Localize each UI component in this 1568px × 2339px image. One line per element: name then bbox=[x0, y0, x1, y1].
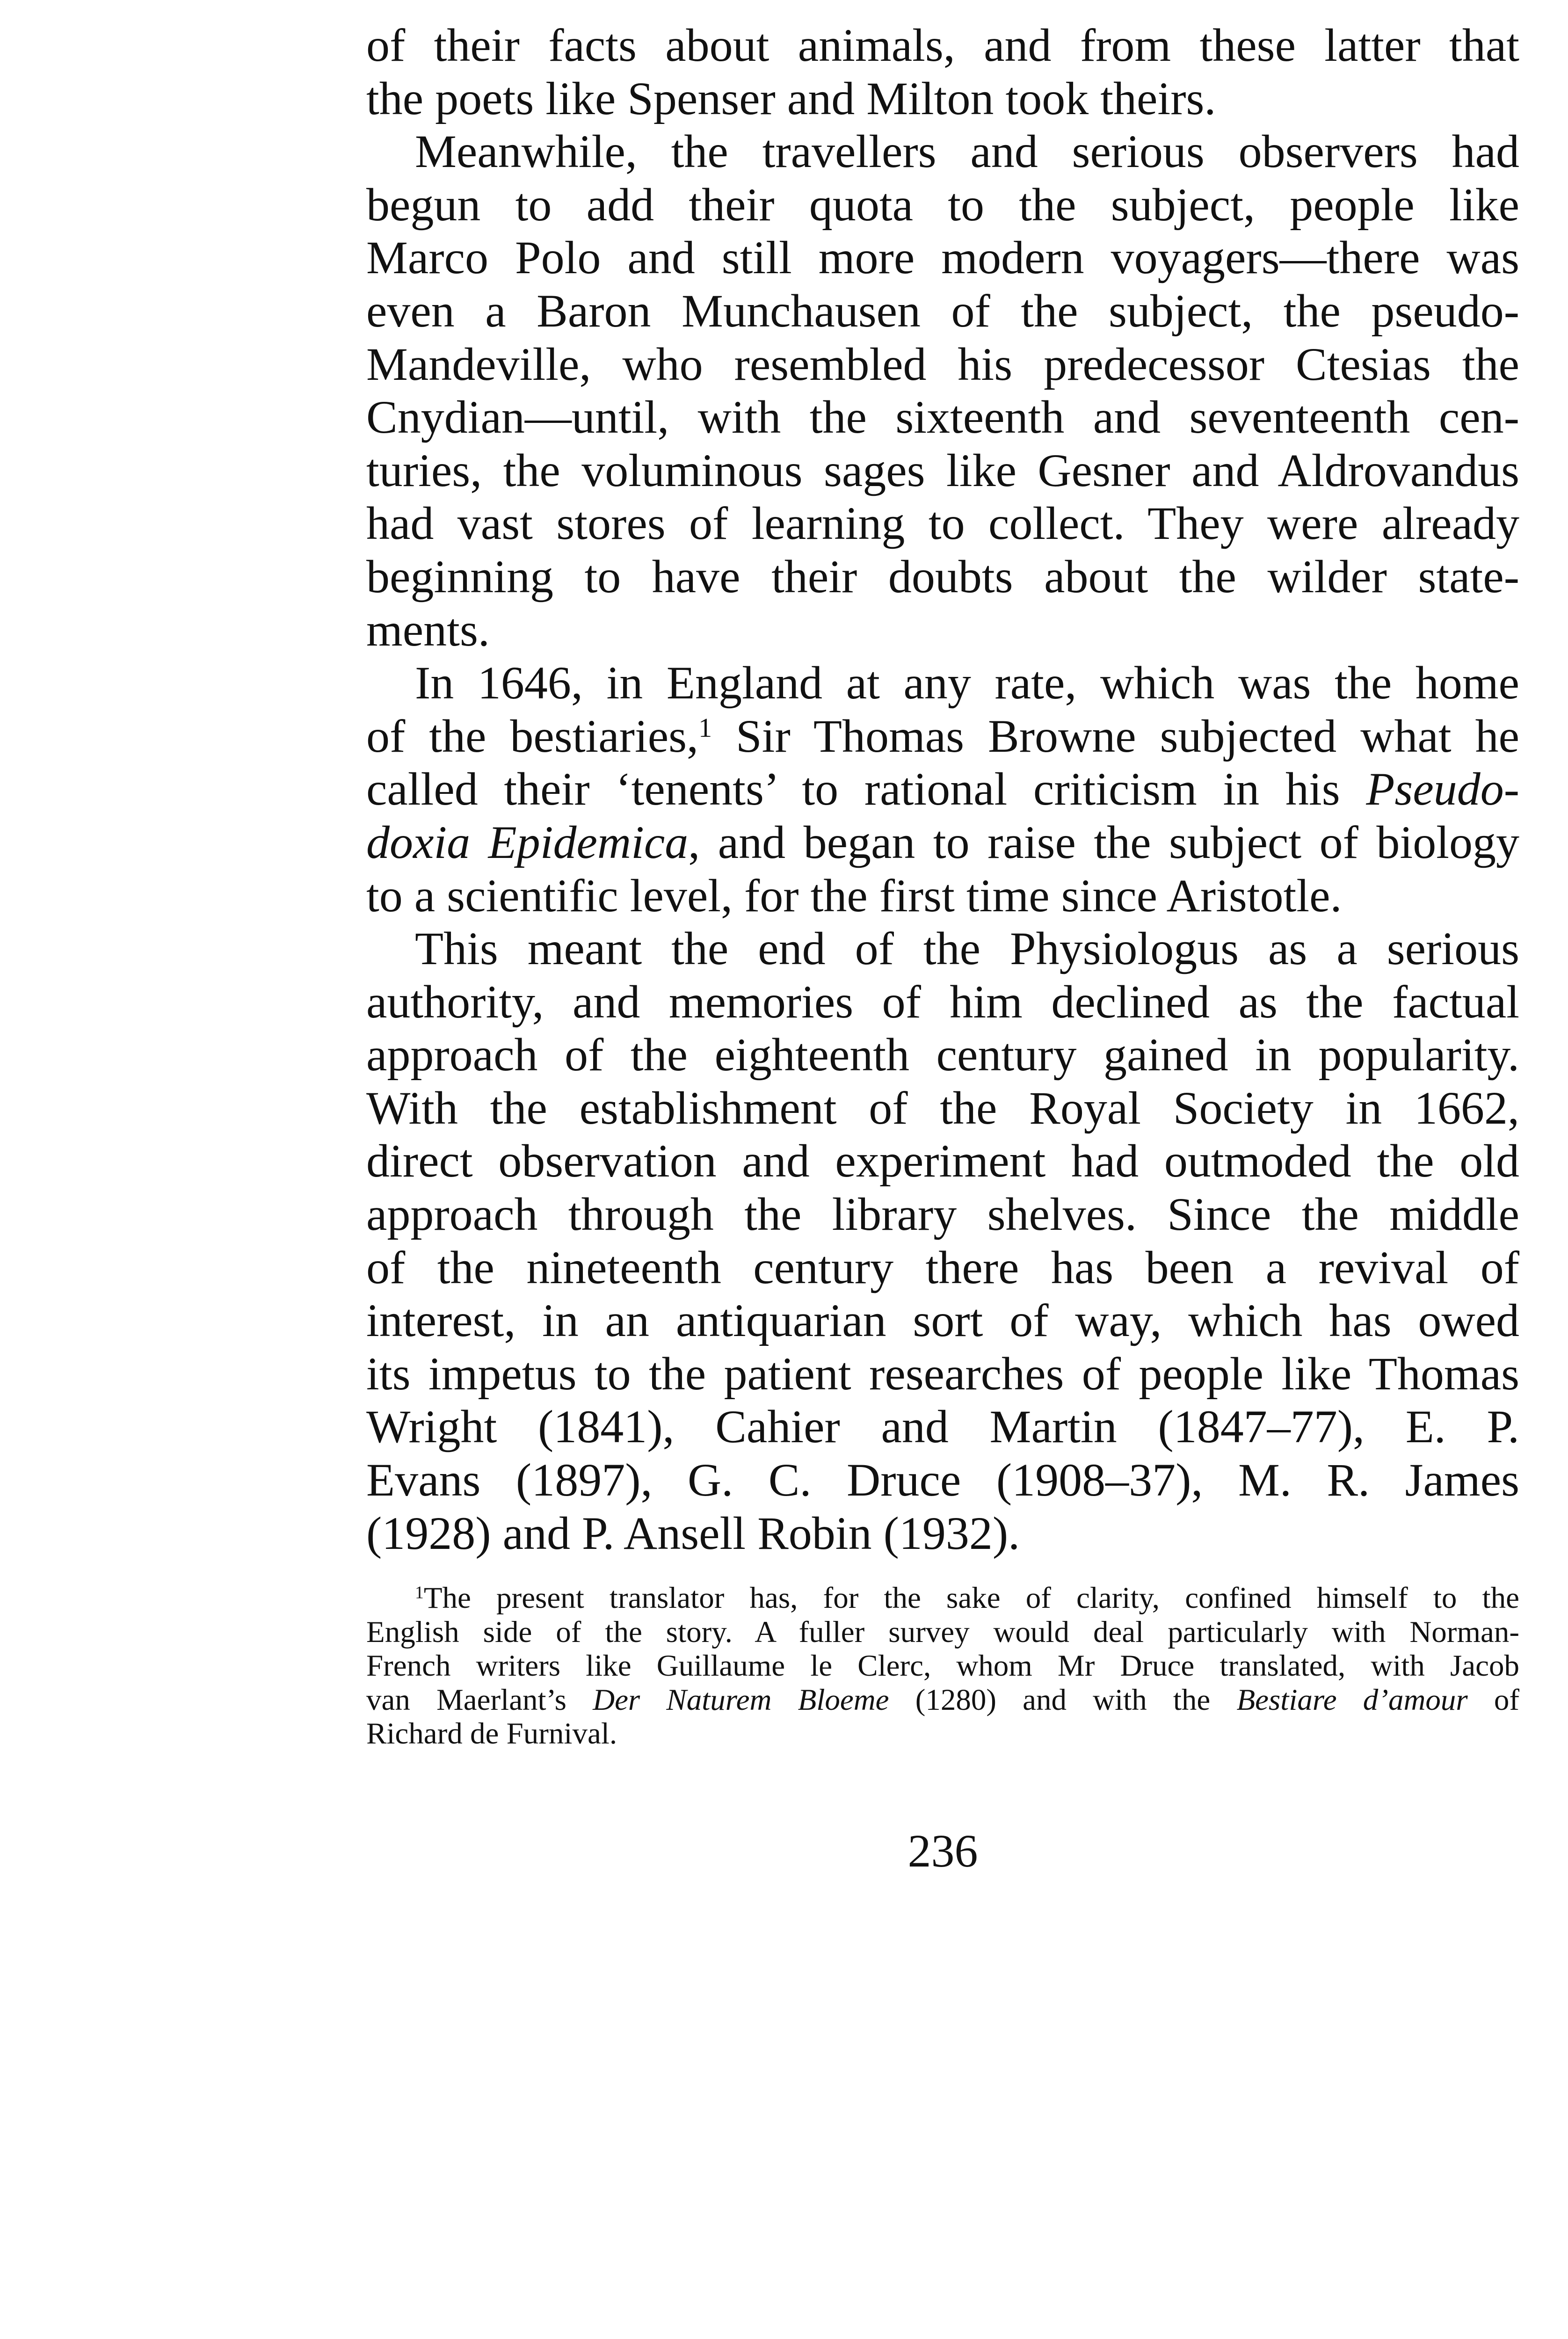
text-line: had vast stores of learning to collect. They were already bbox=[366, 497, 1519, 550]
paragraph-4 bbox=[366, 922, 1519, 1560]
text-line: even a Baron Munchausen of the subject, the pseudo- bbox=[366, 284, 1519, 337]
text-line: of the nineteenth century there has been a revival of bbox=[366, 1241, 1519, 1293]
text-line: the poets like Spenser and Milton took theirs. bbox=[366, 72, 1216, 124]
text-line: ments. bbox=[366, 603, 490, 656]
italic-title: Der Naturem Bloeme bbox=[593, 1683, 889, 1717]
footnote-marker: 1 bbox=[415, 1583, 424, 1603]
paragraph-3 bbox=[366, 656, 1519, 922]
footnote-line bbox=[366, 1683, 1519, 1717]
text-line: In 1646, in England at any rate, which was the home bbox=[415, 657, 1519, 709]
text-line: turies, the voluminous sages like Gesner and Aldrovandus bbox=[366, 444, 1519, 496]
text-line: direct observation and experiment had outmoded the old bbox=[366, 1135, 1519, 1187]
text-line: With the establishment of the Royal Society in 1662, bbox=[366, 1082, 1519, 1134]
text-line bbox=[366, 763, 1519, 816]
text-line: authority, and memories of him declined as the factual bbox=[366, 975, 1519, 1028]
footnote-text: (1280) and with the bbox=[889, 1683, 1237, 1717]
text-line: to a scientific level, for the first time since Aristotle. bbox=[366, 869, 1342, 922]
text-line: beginning to have their doubts about the wilder state- bbox=[366, 550, 1519, 603]
page-number: 236 bbox=[907, 1825, 978, 1877]
footnote-line: Richard de Furnival. bbox=[366, 1717, 617, 1751]
footnote-text: The present translator has, for the sake of clarity, confined himself to the bbox=[423, 1581, 1519, 1615]
text-segment: of the bestiaries, bbox=[366, 710, 699, 762]
text-line: begun to add their quota to the subject, people like bbox=[366, 178, 1519, 231]
text-segment: Sir Thomas Browne subjected what he bbox=[712, 710, 1519, 762]
italic-title: Pseudo- bbox=[1366, 763, 1519, 815]
footnote-line bbox=[366, 1581, 1519, 1615]
text-line bbox=[366, 816, 1519, 869]
footnote-text: van Maerlant’s bbox=[366, 1683, 593, 1717]
text-line: Mandeville, who resembled his predecessor Ctesias the bbox=[366, 338, 1519, 390]
text-line: This meant the end of the Physiologus as a serious bbox=[415, 923, 1519, 975]
main-text bbox=[366, 19, 1519, 1560]
footnote-text: of bbox=[1467, 1683, 1519, 1717]
text-line: Cnydian—until, with the sixteenth and seventeenth cen- bbox=[366, 391, 1519, 443]
text-line: of their facts about animals, and from these latter that bbox=[366, 19, 1519, 71]
footnote bbox=[366, 1581, 1519, 1751]
text-line: approach of the eighteenth century gained in popularity. bbox=[366, 1029, 1519, 1081]
text-line: Wright (1841), Cahier and Martin (1847–77), E. P. bbox=[366, 1401, 1519, 1453]
italic-title: doxia Epidemica bbox=[366, 816, 689, 868]
footnote-line: French writers like Guillaume le Clerc, whom Mr Druce translated, with Jacob bbox=[366, 1649, 1519, 1683]
footnote-reference: 1 bbox=[698, 712, 712, 743]
text-line: approach through the library shelves. Since the middle bbox=[366, 1188, 1519, 1241]
text-line: Evans (1897), G. C. Druce (1908–37), M. R. James bbox=[366, 1454, 1519, 1506]
paragraph-2 bbox=[366, 125, 1519, 656]
book-page bbox=[366, 19, 1519, 1877]
text-line: interest, in an antiquarian sort of way, which has owed bbox=[366, 1294, 1519, 1347]
text-line: (1928) and P. Ansell Robin (1932). bbox=[366, 1507, 1020, 1559]
paragraph-1 bbox=[366, 19, 1519, 125]
text-segment: , and began to raise the subject of biology bbox=[688, 816, 1519, 868]
text-line: Meanwhile, the travellers and serious observers had bbox=[415, 125, 1519, 178]
italic-title: Bestiare d’amour bbox=[1236, 1683, 1468, 1717]
text-line: its impetus to the patient researches of people like Thomas bbox=[366, 1347, 1519, 1400]
text-segment: called their ‘tenents’ to rational criticism in his bbox=[366, 763, 1366, 815]
footnote-line: English side of the story. A fuller survey would deal particularly with Norman- bbox=[366, 1615, 1519, 1649]
text-line: Marco Polo and still more modern voyagers—there was bbox=[366, 232, 1519, 284]
text-line bbox=[366, 710, 1519, 763]
